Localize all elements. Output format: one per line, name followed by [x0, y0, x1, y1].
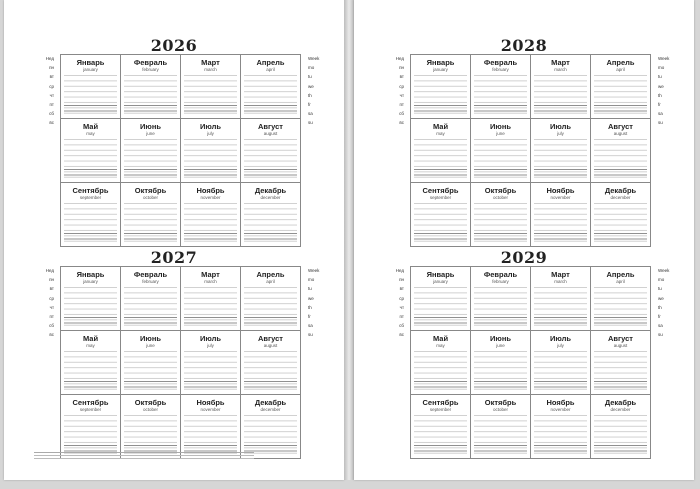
month-name-ru: Декабрь	[254, 398, 287, 407]
month-grid	[410, 266, 651, 459]
weekday-label: вт	[49, 286, 54, 292]
month-cell	[591, 55, 651, 119]
month-name-ru: Ноябрь	[546, 186, 575, 195]
day-numbers	[474, 203, 527, 244]
month-name-ru: Сентябрь	[422, 186, 459, 195]
month-name-ru: Январь	[426, 270, 455, 279]
day-numbers	[64, 203, 117, 244]
month-cell	[531, 119, 591, 183]
month-name-ru: Февраль	[133, 270, 168, 279]
month-name-en: march	[204, 67, 217, 72]
month-name-ru: Декабрь	[254, 186, 287, 195]
day-numbers	[474, 287, 527, 328]
planner-spine	[344, 0, 354, 480]
weekday-label: сб	[399, 323, 404, 329]
month-name-ru: Апрель	[606, 58, 635, 67]
month-name-ru: Апрель	[606, 270, 635, 279]
month-name-en: march	[554, 279, 567, 284]
month-name-en: november	[550, 195, 571, 200]
weekday-label: tu	[308, 286, 312, 292]
weekday-label: ср	[49, 83, 54, 89]
left-page	[4, 0, 344, 480]
day-numbers	[534, 203, 587, 244]
month-cell	[241, 119, 301, 183]
month-name-ru: Февраль	[133, 58, 168, 67]
month-name-ru: Сентябрь	[72, 186, 109, 195]
day-numbers	[124, 139, 177, 180]
month-name-en: may	[436, 131, 445, 136]
day-numbers	[594, 203, 647, 244]
month-name-en: january	[83, 279, 98, 284]
month-cell	[241, 395, 301, 459]
weekday-label: mo	[658, 65, 665, 71]
day-numbers	[124, 75, 177, 116]
month-name-en: february	[142, 279, 159, 284]
weekday-labels-en	[304, 266, 340, 340]
month-name-ru: Февраль	[483, 58, 518, 67]
weekday-label: пт	[399, 102, 404, 108]
weekday-label: пт	[399, 314, 404, 320]
weekday-labels-ru	[362, 266, 406, 340]
weekday-label: we	[308, 83, 314, 89]
day-numbers	[124, 203, 177, 244]
month-name-ru: Январь	[76, 270, 105, 279]
weekday-label: пт	[49, 102, 54, 108]
month-name-ru: Июнь	[140, 334, 161, 343]
weekday-labels-ru	[362, 54, 406, 128]
month-name-en: may	[436, 343, 445, 348]
month-cell	[591, 395, 651, 459]
day-numbers	[474, 415, 527, 456]
month-name-en: july	[207, 343, 214, 348]
day-numbers	[414, 415, 467, 456]
month-name-en: april	[266, 279, 275, 284]
month-name-en: may	[86, 343, 95, 348]
month-cell	[531, 267, 591, 331]
month-name-en: april	[616, 67, 625, 72]
month-name-en: november	[550, 407, 571, 412]
month-cell	[471, 395, 531, 459]
month-cell	[61, 267, 121, 331]
day-numbers	[474, 75, 527, 116]
year-title: 2029	[500, 248, 548, 267]
month-grid	[60, 266, 301, 459]
day-numbers	[244, 75, 297, 116]
weekday-label: mo	[308, 277, 315, 283]
month-cell	[181, 331, 241, 395]
month-cell	[61, 55, 121, 119]
day-numbers	[244, 203, 297, 244]
month-name-ru: Февраль	[483, 270, 518, 279]
month-cell	[241, 331, 301, 395]
weekday-label: Нед	[45, 268, 54, 273]
month-cell	[471, 183, 531, 247]
month-name-en: november	[200, 407, 221, 412]
day-numbers	[184, 139, 237, 180]
month-cell	[121, 55, 181, 119]
month-name-ru: Август	[608, 334, 633, 343]
month-cell	[121, 119, 181, 183]
month-name-en: december	[610, 195, 631, 200]
month-cell	[121, 183, 181, 247]
weekday-label: su	[308, 332, 313, 338]
month-name-ru: Май	[82, 334, 99, 343]
month-cell	[411, 267, 471, 331]
weekday-label: вт	[49, 74, 54, 80]
weekday-label: th	[308, 304, 312, 310]
weekday-label: Week	[658, 268, 670, 273]
day-numbers	[64, 287, 117, 328]
month-name-ru: Июль	[200, 122, 221, 131]
month-name-en: march	[204, 279, 217, 284]
month-name-en: november	[200, 195, 221, 200]
month-cell	[181, 395, 241, 459]
day-numbers	[124, 415, 177, 456]
month-name-en: may	[86, 131, 95, 136]
month-name-ru: Ноябрь	[546, 398, 575, 407]
year-title: 2026	[150, 36, 198, 55]
month-name-ru: Ноябрь	[196, 398, 225, 407]
month-name-en: april	[616, 279, 625, 284]
day-numbers	[184, 351, 237, 392]
weekday-label: вс	[399, 120, 404, 126]
month-name-ru: Июль	[550, 122, 571, 131]
day-numbers	[244, 415, 297, 456]
weekday-label: вс	[399, 332, 404, 338]
weekday-label: we	[658, 83, 664, 89]
month-name-en: december	[610, 407, 631, 412]
weekday-label: mo	[308, 65, 315, 71]
month-cell	[181, 55, 241, 119]
month-name-ru: Октябрь	[134, 398, 167, 407]
day-numbers	[244, 351, 297, 392]
month-cell	[61, 119, 121, 183]
weekday-label: сб	[49, 111, 54, 117]
month-name-en: august	[613, 131, 628, 136]
weekday-label: пн	[399, 65, 404, 71]
month-name-en: august	[263, 343, 278, 348]
weekday-label: th	[308, 92, 312, 98]
day-numbers	[124, 287, 177, 328]
weekday-label: вт	[399, 74, 404, 80]
weekday-label: su	[658, 120, 663, 126]
month-name-ru: Июль	[550, 334, 571, 343]
month-cell	[411, 119, 471, 183]
weekday-label: Week	[308, 268, 320, 273]
month-cell	[61, 331, 121, 395]
weekday-label: чт	[49, 304, 54, 310]
right-page	[354, 0, 694, 480]
day-numbers	[124, 351, 177, 392]
weekday-labels-en	[304, 54, 340, 128]
weekday-label: sa	[308, 323, 313, 329]
weekday-label: sa	[308, 111, 313, 117]
weekday-labels-en	[654, 54, 690, 128]
weekday-label: пн	[49, 65, 54, 71]
day-numbers	[534, 75, 587, 116]
month-name-en: july	[207, 131, 214, 136]
month-name-en: june	[496, 131, 505, 136]
weekday-label: fr	[308, 314, 311, 320]
month-name-ru: Октябрь	[484, 398, 517, 407]
month-cell	[471, 55, 531, 119]
weekday-labels-en	[654, 266, 690, 340]
month-name-ru: Март	[201, 58, 220, 67]
day-numbers	[474, 351, 527, 392]
month-name-en: april	[266, 67, 275, 72]
month-name-ru: Сентябрь	[72, 398, 109, 407]
day-numbers	[414, 203, 467, 244]
weekday-label: sa	[658, 111, 663, 117]
weekday-label: fr	[658, 314, 661, 320]
day-numbers	[64, 351, 117, 392]
month-name-ru: Июнь	[140, 122, 161, 131]
weekday-label: tu	[308, 74, 312, 80]
month-name-ru: Октябрь	[484, 186, 517, 195]
month-cell	[591, 119, 651, 183]
month-name-en: february	[492, 67, 509, 72]
month-name-ru: Март	[201, 270, 220, 279]
weekday-label: su	[308, 120, 313, 126]
month-cell	[121, 267, 181, 331]
day-numbers	[244, 287, 297, 328]
month-cell	[471, 331, 531, 395]
month-cell	[121, 331, 181, 395]
month-cell	[61, 395, 121, 459]
month-name-ru: Январь	[76, 58, 105, 67]
month-cell	[181, 183, 241, 247]
month-name-en: december	[260, 407, 281, 412]
month-cell	[591, 331, 651, 395]
month-name-en: february	[142, 67, 159, 72]
day-numbers	[244, 139, 297, 180]
day-numbers	[414, 75, 467, 116]
weekday-label: th	[658, 92, 662, 98]
month-name-en: august	[263, 131, 278, 136]
weekday-label: Нед	[45, 56, 54, 61]
weekday-label: we	[658, 295, 664, 301]
month-name-ru: Декабрь	[604, 398, 637, 407]
month-name-ru: Декабрь	[604, 186, 637, 195]
month-cell	[121, 395, 181, 459]
month-cell	[411, 183, 471, 247]
year-title: 2028	[500, 36, 548, 55]
weekday-label: пт	[49, 314, 54, 320]
day-numbers	[414, 287, 467, 328]
month-cell	[531, 395, 591, 459]
month-name-en: march	[554, 67, 567, 72]
month-name-en: january	[83, 67, 98, 72]
month-grid	[60, 54, 301, 247]
month-name-ru: Сентябрь	[422, 398, 459, 407]
month-cell	[241, 183, 301, 247]
weekday-label: пн	[399, 277, 404, 283]
weekday-label: сб	[49, 323, 54, 329]
weekday-label: Week	[308, 56, 320, 61]
month-cell	[471, 119, 531, 183]
month-cell	[471, 267, 531, 331]
month-name-en: july	[557, 343, 564, 348]
month-name-en: september	[429, 195, 452, 200]
month-name-ru: Январь	[426, 58, 455, 67]
weekday-label: fr	[658, 102, 661, 108]
weekday-label: sa	[658, 323, 663, 329]
month-name-ru: Август	[258, 122, 283, 131]
day-numbers	[474, 139, 527, 180]
weekday-label: Week	[658, 56, 670, 61]
day-numbers	[184, 415, 237, 456]
day-numbers	[594, 351, 647, 392]
weekday-label: mo	[658, 277, 665, 283]
month-name-ru: Октябрь	[134, 186, 167, 195]
month-cell	[241, 55, 301, 119]
footnote	[34, 452, 254, 461]
day-numbers	[414, 351, 467, 392]
month-cell	[531, 55, 591, 119]
weekday-label: th	[658, 304, 662, 310]
month-name-ru: Ноябрь	[196, 186, 225, 195]
month-name-ru: Май	[432, 334, 449, 343]
month-name-en: july	[557, 131, 564, 136]
month-name-ru: Март	[551, 270, 570, 279]
month-name-en: june	[146, 131, 155, 136]
month-name-en: january	[433, 67, 448, 72]
month-cell	[411, 395, 471, 459]
day-numbers	[184, 75, 237, 116]
weekday-label: tu	[658, 286, 662, 292]
month-name-en: september	[79, 195, 102, 200]
weekday-label: чт	[399, 92, 404, 98]
month-name-en: september	[79, 407, 102, 412]
weekday-label: tu	[658, 74, 662, 80]
month-grid	[410, 54, 651, 247]
month-name-en: february	[492, 279, 509, 284]
month-name-en: september	[429, 407, 452, 412]
day-numbers	[534, 139, 587, 180]
month-name-en: january	[433, 279, 448, 284]
day-numbers	[414, 139, 467, 180]
day-numbers	[534, 287, 587, 328]
weekday-label: чт	[49, 92, 54, 98]
month-name-en: june	[146, 343, 155, 348]
day-numbers	[64, 415, 117, 456]
month-name-ru: Июнь	[490, 122, 511, 131]
weekday-label: пн	[49, 277, 54, 283]
weekday-label: ср	[49, 295, 54, 301]
month-cell	[591, 267, 651, 331]
weekday-label: вс	[49, 120, 54, 126]
month-name-en: october	[492, 407, 508, 412]
month-name-ru: Июль	[200, 334, 221, 343]
month-name-ru: Август	[258, 334, 283, 343]
weekday-label: ср	[399, 83, 404, 89]
month-name-en: october	[142, 407, 158, 412]
day-numbers	[184, 203, 237, 244]
month-name-en: august	[613, 343, 628, 348]
month-name-ru: Май	[432, 122, 449, 131]
month-cell	[181, 267, 241, 331]
weekday-label: Нед	[395, 56, 404, 61]
day-numbers	[534, 351, 587, 392]
weekday-label: сб	[399, 111, 404, 117]
year-title: 2027	[150, 248, 198, 267]
weekday-label: su	[658, 332, 663, 338]
weekday-label: вс	[49, 332, 54, 338]
month-cell	[411, 331, 471, 395]
day-numbers	[594, 75, 647, 116]
month-cell	[61, 183, 121, 247]
month-name-ru: Апрель	[256, 58, 285, 67]
month-name-ru: Май	[82, 122, 99, 131]
weekday-label: we	[308, 295, 314, 301]
month-cell	[531, 183, 591, 247]
day-numbers	[594, 287, 647, 328]
month-name-en: october	[142, 195, 158, 200]
day-numbers	[184, 287, 237, 328]
month-cell	[591, 183, 651, 247]
month-name-en: june	[496, 343, 505, 348]
weekday-labels-ru	[12, 266, 56, 340]
weekday-label: ср	[399, 295, 404, 301]
month-name-ru: Апрель	[256, 270, 285, 279]
weekday-label: чт	[399, 304, 404, 310]
day-numbers	[64, 75, 117, 116]
weekday-label: Нед	[395, 268, 404, 273]
day-numbers	[594, 139, 647, 180]
day-numbers	[64, 139, 117, 180]
day-numbers	[594, 415, 647, 456]
weekday-label: fr	[308, 102, 311, 108]
month-cell	[411, 55, 471, 119]
month-name-ru: Март	[551, 58, 570, 67]
month-cell	[181, 119, 241, 183]
month-name-ru: Август	[608, 122, 633, 131]
month-name-ru: Июнь	[490, 334, 511, 343]
day-numbers	[534, 415, 587, 456]
month-cell	[241, 267, 301, 331]
month-cell	[531, 331, 591, 395]
month-name-en: october	[492, 195, 508, 200]
month-name-en: december	[260, 195, 281, 200]
weekday-label: вт	[399, 286, 404, 292]
weekday-labels-ru	[12, 54, 56, 128]
